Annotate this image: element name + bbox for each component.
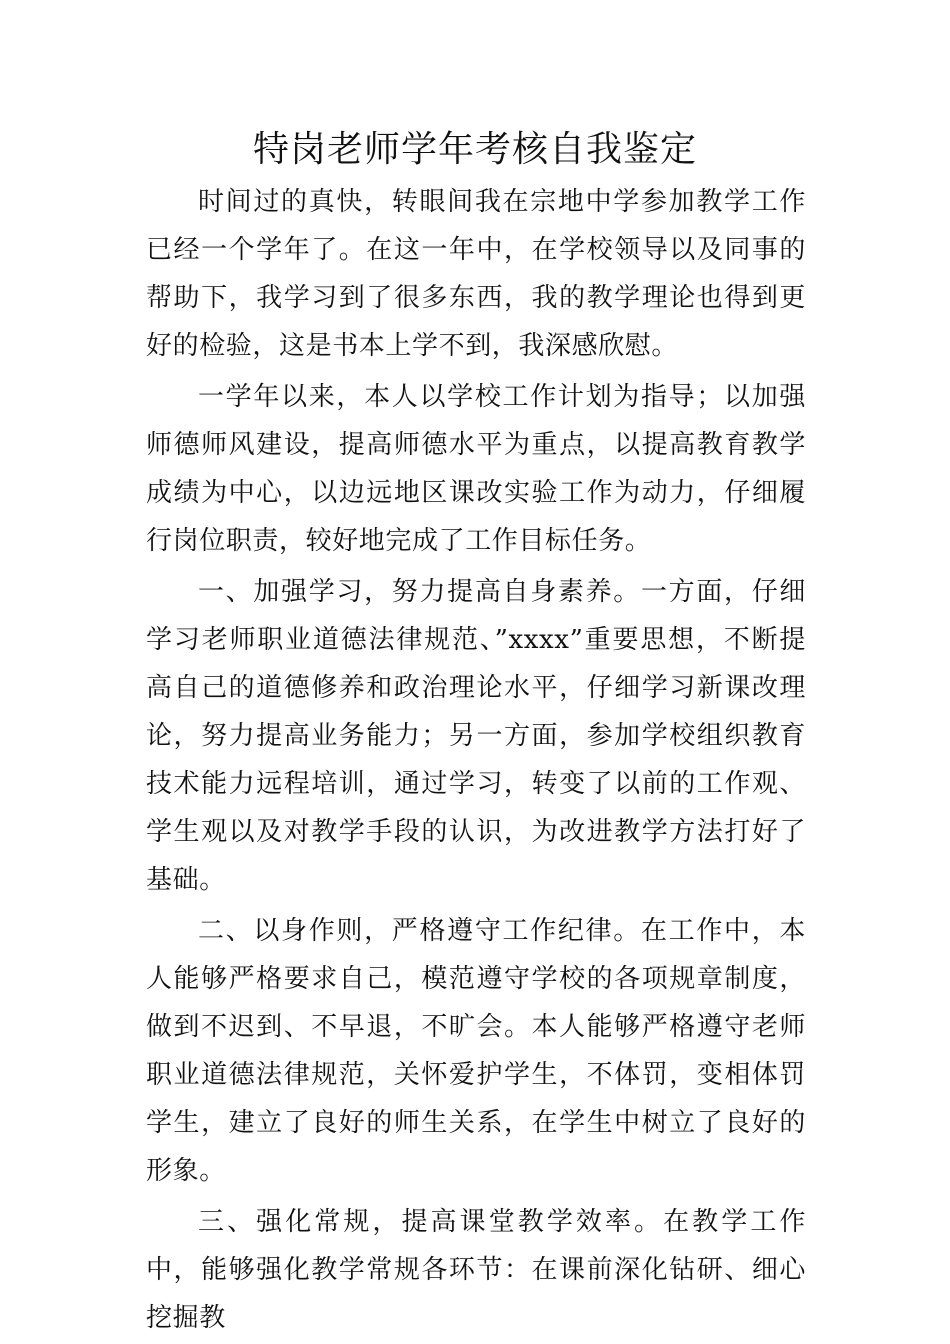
paragraph-2: 一学年以来，本人以学校工作计划为指导；以加强师德师风建设，提高师德水平为重点，以提高教育教学成绩为中心，以边远地区课改实验工作为动力，仔细履行岗位职责，较好地完成了工作目标任务。: [146, 382, 806, 556]
document-title: 特岗老师学年考核自我鉴定: [252, 129, 697, 170]
document-body: [146, 178, 806, 1342]
paragraph-3: 一、加强学习，努力提高自身素养。一方面，仔细学习老师职业道德法律规范、”xxxx”重要思想，不断提高自己的道德修养和政治理论水平，仔细学习新课改理论，努力提高业务能力；另一方面，参加学校组织教育技术能力远程培训，通过学习，转变了以前的工作观、学生观以及对教学手段的认识，为改进教学方法打好了基础。: [146, 577, 806, 895]
paragraph-1: 时间过的真快，转眼间我在宗地中学参加教学工作已经一个学年了。在这一年中，在学校领导以及同事的帮助下，我学习到了很多东西，我的教学理论也得到更好的检验，这是书本上学不到，我深感欣慰。: [146, 187, 806, 361]
paragraph-4: 二、以身作则，严格遵守工作纪律。在工作中，本人能够严格要求自己，模范遵守学校的各项规章制度，做到不迟到、不早退，不旷会。本人能够严格遵守老师职业道德法律规范，关怀爱护学生，不体罚，变相体罚学生，建立了良好的师生关系，在学生中树立了良好的形象。: [146, 916, 806, 1186]
paragraph-5: 三、强化常规，提高课堂教学效率。在教学工作中，能够强化教学常规各环节：在课前深化钻研、细心挖掘教: [146, 1207, 806, 1333]
